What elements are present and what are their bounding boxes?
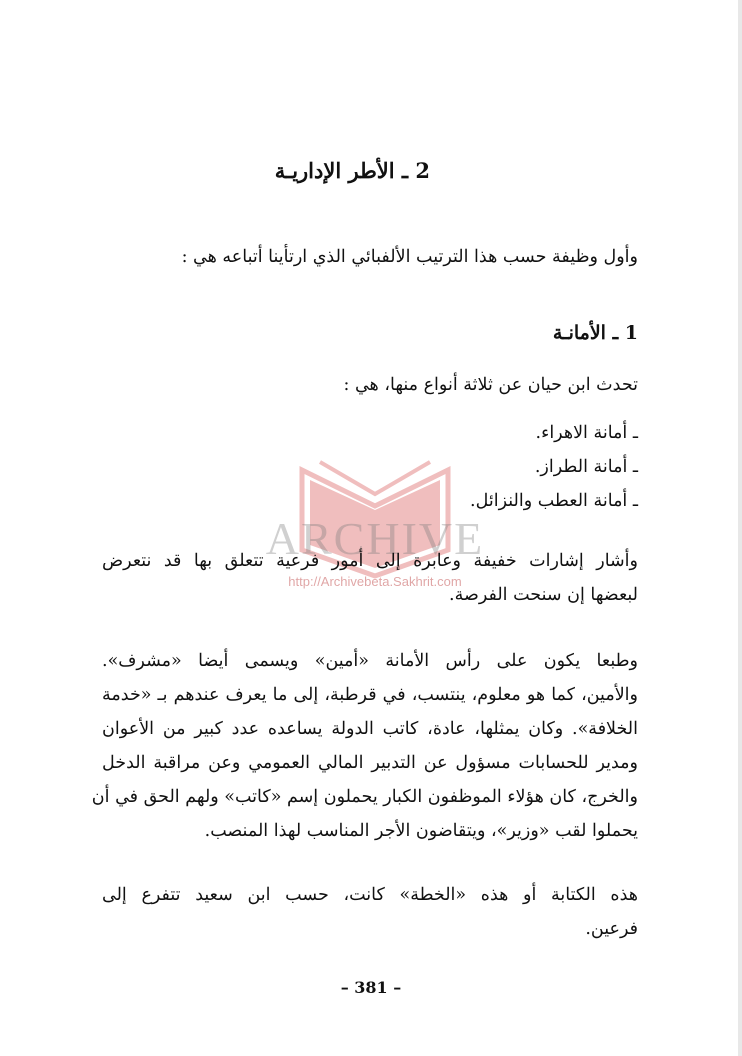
list-item: ـ أمانة الاهراء. bbox=[535, 423, 638, 443]
paragraph-line: يحملوا لقب «وزير»، ويتقاضون الأجر المناسب لهذا المنصب. bbox=[204, 821, 638, 841]
intro-line: وأول وظيفة حسب هذا الترتيب الألفبائي الذي ارتأينا أتباعه هي : bbox=[181, 247, 638, 267]
list-item: ـ أمانة الطراز. bbox=[534, 457, 638, 477]
section-title: 2 ـ الأطر الإداريـة bbox=[274, 158, 430, 183]
watermark-url: http://Archivebeta.Sakhrit.com bbox=[288, 574, 462, 589]
list-item: ـ أمانة العطب والنزائل. bbox=[470, 491, 638, 511]
subsection-title: 1 ـ الأمانـة bbox=[552, 322, 638, 344]
paragraph-line: الخلافة». وكان يمثلها، عادة، كاتب الدولة يساعده عدد كبير من الأعوان bbox=[102, 719, 638, 739]
paragraph-line: والخرج، كان هؤلاء الموظفون الكبار يحملون إسم «كاتب» ولهم الحق في أن bbox=[91, 787, 638, 807]
page-edge-shadow bbox=[738, 0, 742, 1056]
page-number: – 381 – bbox=[340, 978, 402, 997]
watermark-text: ARCHIVE bbox=[265, 513, 485, 564]
types-intro: تحدث ابن حيان عن ثلاثة أنواع منها، هي : bbox=[343, 375, 638, 395]
paragraph-line: ومدير للحسابات مسؤول عن التدبير المالي العمومي وعن مراقبة الدخل bbox=[102, 753, 638, 773]
paragraph-line: هذه الكتابة أو هذه «الخطة» كانت، حسب ابن سعيد تتفرع إلى bbox=[102, 885, 638, 905]
paragraph-line: وأشار إشارات خفيفة وعابرة إلى أمور فرعية تتعلق بها قد نتعرض bbox=[102, 551, 638, 571]
paragraph-line: وطبعا يكون على رأس الأمانة «أمين» ويسمى أيضا «مشرف». bbox=[102, 651, 638, 671]
paragraph-line: لبعضها إن سنحت الفرصة. bbox=[449, 585, 638, 605]
paragraph-line: فرعين. bbox=[585, 919, 638, 939]
paragraph-line: والأمين، كما هو معلوم، ينتسب، في قرطبة، إلى ما يعرف عندهم بـ «خدمة bbox=[102, 685, 638, 705]
